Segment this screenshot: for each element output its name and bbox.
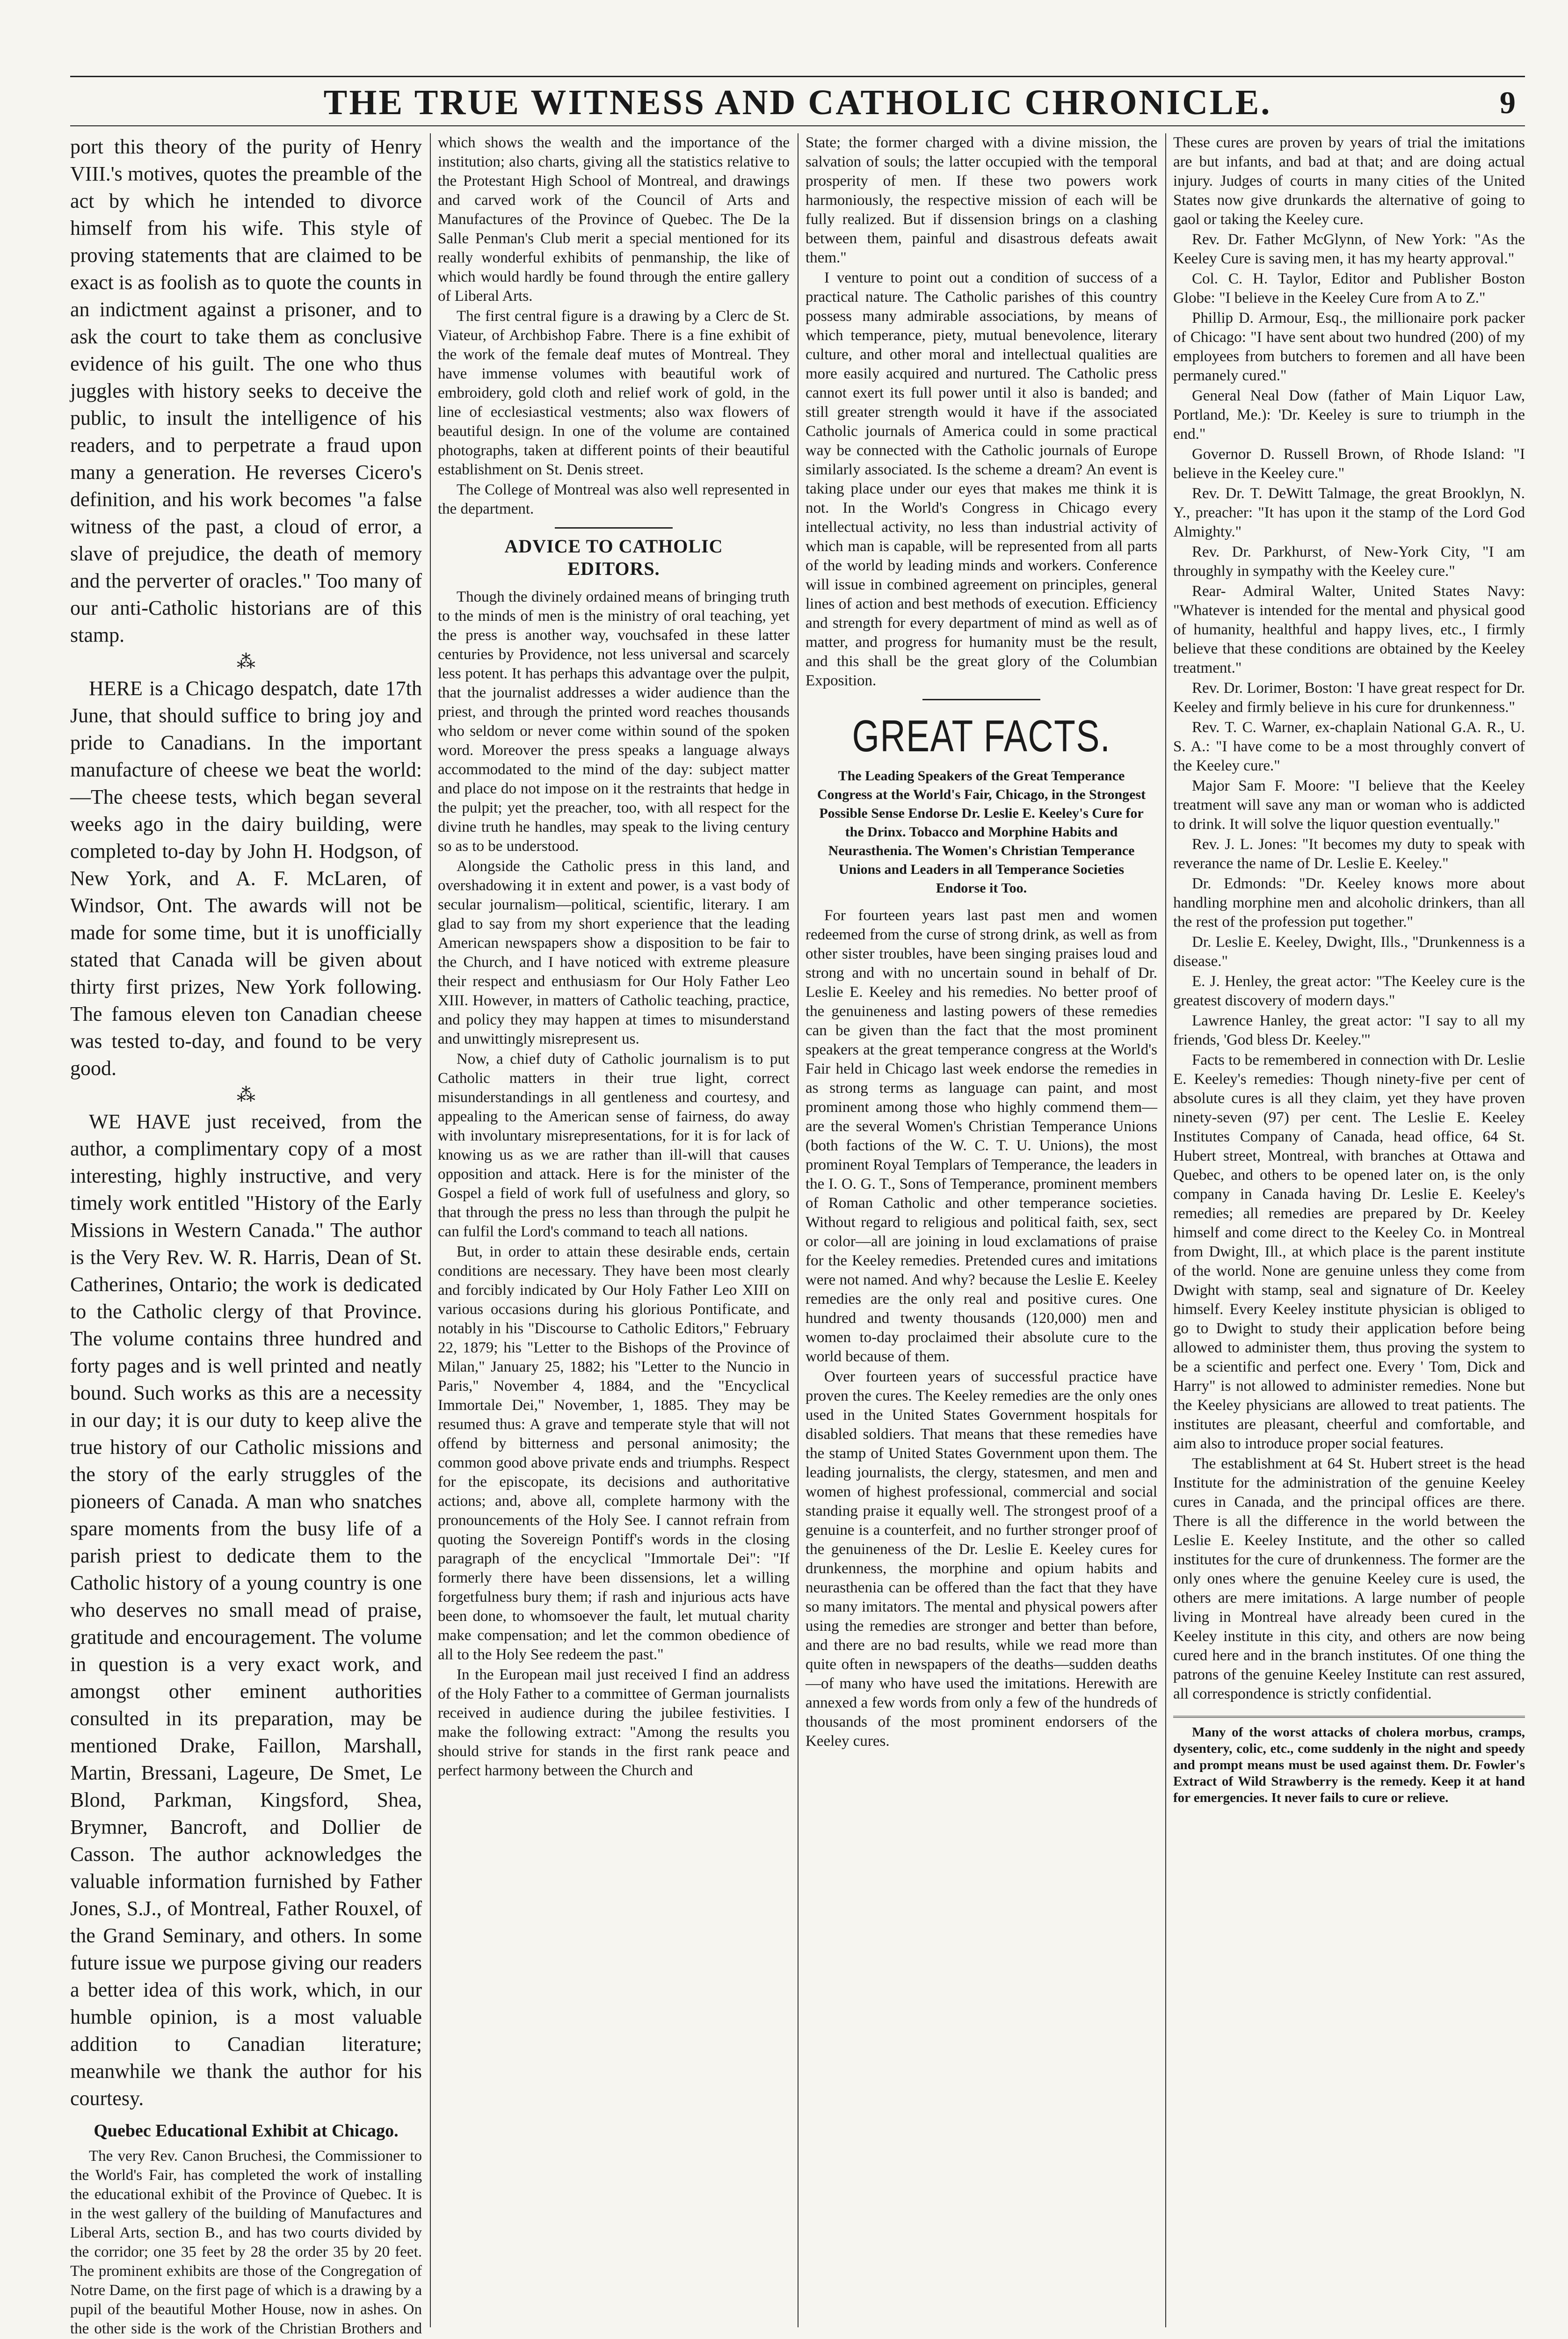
column-rule: [798, 133, 799, 2327]
article-paragraph: which shows the wealth and the importance of the institution; also charts, giving all the statistics relative to the Protestant High School of Montreal, and drawings and carved work of the Council of Arts and Manufactures of the Province of Quebec. The De la Salle Penman's Club merit a special mentioned for its really wonderful exhibits of penmanship, the like of which would hardly be found through the entire gallery of Liberal Arts.: [438, 134, 790, 305]
article-paragraph: Though the divinely ordained means of bringing truth to the minds of men is the ministry of oral teaching, yet the press is another way, vouchsafed in these latter centuries by Providence, not less universal and scarcely less potent. It has perhaps this advantage over the pulpit, that the journalist addresses a wider audience than the priest, and through the printed word reaches thousands who seldom or never come within sound of the spoken word. Moreover the press speaks a language always accommodated to the mind of the day: subject matter and place do not impose on it the restraints that hedge in the pulpit; yet the preacher, too, with all respect for the divine truth he handles, may speak to the living century so as to be understood.: [438, 588, 790, 855]
testimonial: Lawrence Hanley, the great actor: "I say to all my friends, 'God bless Dr. Keeley.'": [1173, 1012, 1525, 1048]
section-heading-quebec-exhibit: Quebec Educational Exhibit at Chicago.: [94, 2121, 399, 2141]
article-paragraph: But, in order to attain these desirable ends, certain conditions are necessary. They have been most clearly and forcibly indicated by Our Holy Father Leo XIII on various occasions during his glorious Pontificate, and notably in his "Discourse to Catholic Editors," February 22, 1879; his "Letter to the Bishops of the Province of Milan," January 25, 1882; his "Letter to the Nuncio in Paris," November 4, 1884, and the "Encyclical Immortale Dei," November, 1, 1885. They may be resumed thus: A grave and temperate style that will not offend by bitterness and personal animosity; the common good above private ends and triumphs. Respect for the episcopate, its decisions and authoritative actions; and, above all, complete harmony with the pronouncements of the Holy See. I cannot refrain from quoting the Sovereign Pontiff's words in the closing paragraph of the encyclical "Immortale Dei": "If formerly there have been dissensions, let a willing forgetfulness bury them; if rash and injurious acts have been done, to whomsoever the fault, let mutual charity make compensation; and let the common obedience of all to the Holy See redeem the past.": [438, 1243, 790, 1663]
column-2: [438, 133, 790, 2327]
testimonial: Phillip D. Armour, Esq., the millionaire pork packer of Chicago: "I have sent about two hundred (200) of my employees from butchers to foremen and all have been permanely cured.": [1173, 310, 1525, 384]
article-paragraph: In the European mail just received I find an address of the Holy Father to a committee of German journalists received in audience during the jubilee festivities. I make the following extract: "Among the results you should strive for stands in the first rank peace and perfect harmony between the Church and: [438, 1666, 790, 1779]
article-paragraph: These cures are proven by years of trial the imitations are but infants, and bad at that; and are doing actual injury. Judges of courts in many cities of the United States now give drunkards the alternative of going to gaol or taking the Keeley cure.: [1173, 134, 1525, 228]
masthead-top-rule: [70, 76, 1525, 77]
asterism-separator: ⁂: [237, 1084, 255, 1105]
section-divider: [922, 699, 1040, 700]
article-paragraph: I venture to point out a condition of success of a practical nature. The Catholic parishes of this country possess many admirable associations, by means of which temperance, piety, mutual benevolence, literary culture, and other moral and intellectual qualities are more easily acquired and nurtured. The Catholic press cannot exert its full power until it also is banded; and still greater strength would it have if the associated Catholic journals of America could in some practical way be connected with the Catholic journals of Europe similarly associated. Is the scheme a dream? An event is taking place under our eyes that makes me think it is not. In the World's Congress in Chicago every intellectual activity, no less than industrial activity of which man is capable, will be represented from all parts of the world by leading minds and workers. Conference will issue in combined agreement on principles, general lines of action and best methods of execution. Efficiency and strength for every department of mind as well as of matter, and progress for humanity must be the result, and this shall be the great glory of the Columbian Exposition.: [806, 269, 1157, 689]
testimonial: Dr. Edmonds: "Dr. Keeley knows more about handling morphine men and alcoholic drinkers, than all the rest of the profession put together.": [1173, 875, 1525, 930]
testimonial: Dr. Leslie E. Keeley, Dwight, Ills., "Drunkenness is a disease.": [1173, 934, 1525, 970]
article-paragraph: The establishment at 64 St. Hubert street is the head Institute for the administration of the genuine Keeley cures in Canada, and the principal offices are there. There is all the difference in the world between the Leslie E. Keeley Institute, and the other so called institutes for the cure of drunkenness. The former are the only ones where the genuine Keeley cure is used, the others are mere imitations. A large number of people living in Montreal have already been cured in the Keeley institute in this city, and others are now being cured here and in the branch institutes. Of one thing the patrons of the genuine Keeley Institute can rest assured, all correspondence is strictly confidential.: [1173, 1455, 1525, 1702]
column-rule: [430, 133, 431, 2327]
article-paragraph: Alongside the Catholic press in this land, and overshadowing it in extent and power, is a vast body of secular journalism—political, scientific, literary. I am glad to say from my short experience that the leading American newspapers show a disposition to be fair to the Church, and I have noticed with extreme pleasure their respect and enthusiasm for Our Holy Father Leo XIII. However, in matters of Catholic teaching, practice, and policy they may happen at times to misunderstand and unwittingly misrepresent us.: [438, 858, 790, 1047]
testimonial: Rev. T. C. Warner, ex-chaplain National G.A. R., U. S. A.: "I have come to be a most throughly convert of the Keeley cure.": [1173, 719, 1525, 774]
column-1: [70, 133, 422, 2337]
section-heading-advice: ADVICE TO CATHOLIC EDITORS.: [504, 536, 723, 579]
testimonial: Rev. J. L. Jones: "It becomes my duty to speak with reverance the name of Dr. Leslie E. Keeley.": [1173, 836, 1525, 872]
article-paragraph: The first central figure is a drawing by a Clerc de St. Viateur, of Archbishop Fabre. There is a fine exhibit of the work of the female deaf mutes of Montreal. They have immense volumes with beautiful work of embroidery, gold cloth and relief work of gold, in the line of ecclesiastical vestments; also wax flowers of beautiful design. In one of the volume are contained photographs, taken at different points of their beautiful establishment on St. Denis street.: [438, 308, 790, 478]
article-paragraph: Facts to be remembered in connection with Dr. Leslie E. Keeley's remedies: Though ninety-five per cent of absolute cures is all they claim, yet they have proven ninety-seven (97) per cent. The Leslie E. Keeley Institutes Company of Canada, head office, 64 St. Hubert street, Montreal, with branches at Ottawa and Quebec, and others to be opened later on, is the only company in Canada having Dr. Leslie E. Keeley's remedies; all remedies are prepared by Dr. Keeley himself and come direct to the Keeley Co. in Montreal from Dwight, Ill., at which place is the parent institute of the world. None are genuine unless they come from Dwight with stamp, seal and signature of Dr. Keeley himself. Every Keeley institute physician is obliged to go to Dwight to study their application before being allowed to administer them, thus proving the system to be a scientific and perfect one. Every ' Tom, Dick and Harry" is not allowed to administer remedies. None but the Keeley physicians are allowed to treat patients. The institutes are pleasant, cheerful and comfortable, and aim also to introduce proper social features.: [1173, 1052, 1525, 1452]
testimonial: Rev. Dr. Parkhurst, of New-York City, "I am throughly in sympathy with the Keeley cure.": [1173, 544, 1525, 580]
article-paragraph: HERE is a Chicago despatch, date 17th June, that should suffice to bring joy and pride to Canadians. In the important manufacture of cheese we beat the world:—The cheese tests, which began several weeks ago in the dairy building, were completed to-day by John H. Hodgson, of New York, and A. F. McLaren, of Windsor, Ont. The awards will not be made for some time, but it is unofficially stated that Canada will be given about thirty first prizes, New York following. The famous eleven ton Canadian cheese was tested to-day, and found to be very good.: [70, 677, 422, 1080]
testimonial: Rev. Dr. Father McGlynn, of New York: "As the Keeley Cure is saving men, it has my hearty approval.": [1173, 231, 1525, 267]
testimonial: Rev. Dr. Lorimer, Boston: 'I have great respect for Dr. Keeley and firmly believe in his cure for drunkenness.": [1173, 680, 1525, 716]
masthead-bottom-rule: [70, 125, 1525, 126]
testimonial: Rear- Admiral Walter, United States Navy: "Whatever is intended for the mental and physical good of humanity, healthful and happy lives, etc., I firmly believe that these conditions are obtained by the Keeley treatment.": [1173, 583, 1525, 676]
article-paragraph: The College of Montreal was also well represented in the department.: [438, 481, 790, 517]
testimonial: Col. C. H. Taylor, Editor and Publisher Boston Globe: "I believe in the Keeley Cure from A to Z.": [1173, 270, 1525, 306]
article-paragraph: port this theory of the purity of Henry VIII.'s motives, quotes the preamble of the act by which he intended to divorce himself from his wife. This style of proving statements that are claimed to be exact is as foolish as to quote the counts in an indictment against a prisoner, and to ask the court to take them as conclusive evidence of his guilt. The one who thus juggles with history seeks to deceive the public, to insult the intelligence of his readers, and to perpetrate a fraud upon many a generation. He reverses Cicero's definition, and his work becomes "a false witness of the past, a cloud of error, a slave of prejudice, the death of memory and the perverter of oracles." Too many of our anti-Catholic historians are of this stamp.: [70, 135, 422, 646]
article-paragraph: The very Rev. Canon Bruchesi, the Commissioner to the World's Fair, has completed the work of installing the educational exhibit of the Province of Quebec. It is in the west gallery of the building of Manufactures and Liberal Arts, section B., and has two courts divided by the corridor; one 35 feet by 28 the order 35 by 20 feet. The prominent exhibits are those of the Congregation of Notre Dame, on the first page of which is a drawing by a pupil of the beautiful Mother House, now in ashes. On the other side is the work of the Christian Brothers and: [70, 2148, 422, 2337]
article-paragraph: State; the former charged with a divine mission, the salvation of souls; the latter occupied with the temporal prosperity of men. If these two powers work harmoniously, the respective mission of each will be fully realized. But if dissension brings on a clashing between them, painful and disastrous defeats await them.": [806, 134, 1157, 266]
asterism-separator: ⁂: [237, 651, 255, 672]
testimonial: General Neal Dow (father of Main Liquor Law, Portland, Me.): 'Dr. Keeley is sure to triumph in the end.": [1173, 387, 1525, 443]
column-3: [806, 133, 1157, 2327]
column-4: [1173, 133, 1525, 2327]
section-heading-great-facts: GREAT FACTS.: [852, 711, 1111, 761]
section-divider: [555, 527, 673, 529]
testimonial: Governor D. Russell Brown, of Rhode Island: "I believe in the Keeley cure.": [1173, 446, 1525, 482]
testimonial: E. J. Henley, the great actor: "The Keeley cure is the greatest discovery of modern days.": [1173, 973, 1525, 1009]
column-rule: [1165, 133, 1166, 2327]
article-paragraph: WE HAVE just received, from the author, a complimentary copy of a most interesting, highly instructive, and very timely work entitled "History of the Early Missions in Western Canada." The author is the Very Rev. W. R. Harris, Dean of St. Catherines, Ontario; the work is dedicated to the Catholic clergy of that Province. The volume contains three hundred and forty pages and is well printed and neatly bound. Such works as this are a necessity in our day; it is our duty to keep alive the true history of our Catholic missions and the story of the early struggles of the pioneers of Canada. A man who snatches spare moments from the busy life of a parish priest to dedicate them to the Catholic history of a young country is one who deserves no small mead of praise, gratitude and encouragement. The volume in question is a very exact work, and amongst other eminent authorities consulted in its preparation, may be mentioned Drake, Faillon, Marshall, Martin, Bressani, Lageure, De Smet, Le Blond, Parkman, Kingsford, Shea, Brymner, Bancroft, and Dollier de Casson. The author acknowledges the valuable information furnished by Father Jones, S.J., of Montreal, Father Rouxel, of the Grand Seminary, and others. In some future issue we purpose giving our readers a better idea of this work, which, in our humble opinion, is a most valuable addition to Canadian literature; meanwhile we thank the author for his courtesy.: [70, 1110, 422, 2110]
testimonial: Rev. Dr. T. DeWitt Talmage, the great Brooklyn, N. Y., preacher: "It has upon it the stamp of the Lord God Almighty.": [1173, 485, 1525, 540]
article-columns: [70, 133, 1525, 2337]
article-paragraph: For fourteen years last past men and women redeemed from the curse of strong drink, as well as from other sister troubles, have been singing praises loud and strong and with no uncertain sound in behalf of Dr. Leslie E. Keeley and his remedies. No better proof of the genuineness and lasting powers of these remedies can be given than the fact that the most prominent speakers at the great temperance congress at the World's Fair held in Chicago last week endorse the remedies in as strong terms as language can paint, and most prominent among those who highly commend them—are the several Women's Christian Temperance Unions (both factions of the W. C. T. U. Unions), the most prominent Royal Templars of Temperance, the leaders in the I. O. G. T., Sons of Temperance, prominent members of Roman Catholic and other temperance societies. Without regard to religious and political faith, sex, sect or color—all are joining in loud exclamations of praise for the Keeley remedies. Pretended cures and imitations were not named. And why? because the Leslie E. Keeley remedies are the only real and positive cures. One hundred and twenty thousands (120,000) men and women to-day proclaimed their absolute cure to the world because of them.: [806, 907, 1157, 1365]
advertisement-text: Many of the worst attacks of cholera morbus, cramps, dysentery, colic, etc., come suddenly in the night and speedy and prompt means must be used against them. Dr. Fowler's Extract of Wild Strawberry is the remedy. Keep it at hand for emergencies. It never fails to cure or relieve.: [1173, 1725, 1525, 1805]
advertisement: [1173, 1716, 1525, 1806]
article-paragraph: Now, a chief duty of Catholic journalism is to put Catholic matters in their true light, correct misunderstandings in all gentleness and courtesy, and appealing to the American sense of fairness, do away with involuntary misrepresentations, for it is for lack of knowing us as we are rather than ill-will that causes opposition and attack. Here is for the minister of the Gospel a field of work full of usefulness and glory, so that through the press no less than through the pulpit he can fulfil the Lord's command to teach all nations.: [438, 1051, 790, 1240]
masthead: [70, 70, 1525, 126]
testimonial: Major Sam F. Moore: "I believe that the Keeley treatment will save any man or woman who is addicted to drink. It will solve the liquor question eventually.": [1173, 777, 1525, 833]
article-deck: The Leading Speakers of the Great Temperance Congress at the World's Fair, Chicago, in the Strongest Possible Sense Endorse Dr. Leslie E. Keeley's Cure for the Drinx. Tobacco and Morphine Habits and Neurasthenia. The Women's Christian Temperance Unions and Leaders in all Temperance Societies Endorse it Too.: [817, 768, 1146, 896]
newspaper-title: THE TRUE WITNESS AND CATHOLIC CHRONICLE.: [323, 83, 1272, 122]
article-paragraph: Over fourteen years of successful practice have proven the cures. The Keeley remedies are the only ones used in the United States Government hospitals for disabled soldiers. That means that these remedies have the stamp of United States Government upon them. The leading journalists, the clergy, statesmen, and men and women of highest professional, commercial and social standing praise it equally well. The strongest proof of a genuine is a counterfeit, and no further stronger proof of the genuineness of the Dr. Leslie E. Keeley cures for drunkenness, the morphine and opium habits and neurasthenia can be offered than the fact that they have so many imitators. The mental and physical powers after using the remedies are stronger and better than before, and there are no bad results, while we read more than quite often in newspapers of the deaths—sudden deaths—of many who have used the imitations. Herewith are annexed a few words from only a few of the hundreds of thousands of the most prominent endorsers of the Keeley cures.: [806, 1368, 1157, 1750]
page-number: 9: [1500, 85, 1516, 120]
